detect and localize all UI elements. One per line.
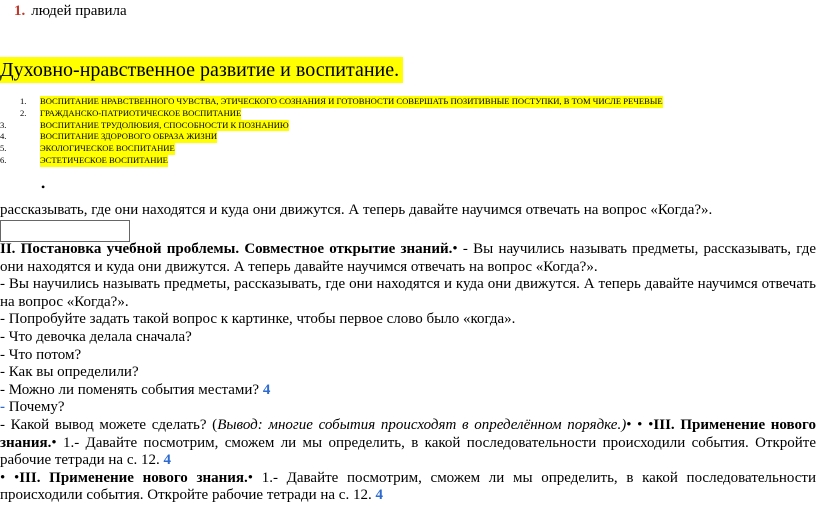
slide-number: 4: [163, 452, 171, 469]
list-number: 2.: [20, 107, 27, 118]
paragraph-text: - Можно ли поменять события местами?: [0, 381, 263, 398]
top-list-text: людей правила: [31, 3, 127, 19]
bullet-dot: •: [648, 416, 654, 433]
top-list-number: 1.: [14, 3, 26, 19]
paragraph: [0, 417, 816, 470]
paragraph: - Попробуйте задать такой вопрос к картинке, чтобы первое слово было «когда».: [0, 311, 516, 328]
list-text: ГРАЖДАНСКО-ПАТРИОТИЧЕСКОЕ ВОСПИТАНИЕ: [40, 107, 242, 118]
paragraph-text: Почему?: [5, 399, 65, 416]
slide-number: 4: [375, 487, 383, 504]
paragraph: [0, 399, 816, 417]
list-number: 3.: [0, 119, 7, 130]
paragraph: [0, 382, 816, 400]
paragraph-text: 1.- Давайте посмотрим, сможем ли мы определить, в какой последовательности происходили события. Откройте рабочие тетради на с. 12.: [0, 434, 816, 469]
list-number: 1.: [20, 96, 27, 106]
bullet-dot: •: [0, 469, 6, 486]
paragraph: - Вы научились называть предметы, рассказывать, где они находятся и куда они движутся. А теперь давайте научимся отвечать на вопрос «Когда?».: [0, 276, 816, 310]
paragraph-text: - Вы научились называть предметы, рассказывать, где они находятся и куда они движутся. А теперь давайте научимся отвечать на вопрос «Когда?».: [0, 241, 816, 275]
list-number: 4.: [0, 131, 7, 142]
intro-line: рассказывать, где они находятся и куда они движутся. А теперь давайте научимся отвечать на вопрос «Когда?».: [0, 202, 713, 218]
paragraph-text: 1.- Давайте посмотрим, сможем ли мы определить, в какой последовательности происходили события. Откройте рабочие тетради на с. 12.: [0, 469, 816, 504]
section-title: III. Применение нового знания.: [0, 416, 816, 451]
list-text: ВОСПИТАНИЕ ТРУДОЛЮБИЯ, СПОСОБНОСТИ К ПОЗНАНИЮ: [40, 119, 289, 130]
bullet-dot: •: [13, 469, 20, 486]
paragraph-text: - Какой вывод можете сделать? (: [0, 416, 218, 433]
list-text: ВОСПИТАНИЕ НРАВСТВЕННОГО ЧУВСТВА, ЭТИЧЕСКОГО СОЗНАНИЯ И ГОТОВНОСТИ СОВЕРШАТЬ ПОЗИТИВНЫЕ ПОСТУПКИ, В ТОМ ЧИСЛЕ РЕЧЕВЫЕ: [40, 96, 663, 106]
bullet-dot: •: [626, 416, 632, 433]
bullet-dot: •: [637, 416, 643, 433]
paragraph: - Что потом?: [0, 346, 82, 363]
bullet-dot: •: [51, 434, 57, 451]
dash: -: [0, 399, 5, 416]
top-list-item: [14, 0, 127, 22]
paragraph: [0, 241, 816, 276]
lesson-body: [0, 241, 816, 505]
list-number: 5.: [0, 143, 7, 154]
bullet-dot: •: [452, 241, 458, 257]
slide-number: 4: [262, 381, 271, 398]
list-text: ЭКОЛОГИЧЕСКОЕ ВОСПИТАНИЕ: [40, 143, 175, 154]
paragraph: [0, 470, 816, 505]
conclusion-text: Вывод: многие события происходят в определённом порядке.): [217, 416, 627, 433]
bullet-dot: •: [41, 180, 46, 194]
list-text: ЭСТЕТИЧЕСКОЕ ВОСПИТАНИЕ: [40, 154, 168, 165]
list-text: ВОСПИТАНИЕ ЗДОРОВОГО ОБРАЗА ЖИЗНИ: [40, 131, 218, 142]
section-title: II. Постановка учебной проблемы. Совместное открытие знаний.: [0, 241, 453, 257]
list-number: 6.: [0, 154, 7, 165]
paragraph: - Что девочка делала сначала?: [0, 328, 192, 345]
bullet-dot: •: [247, 469, 254, 486]
section-heading: Духовно-нравственное развитие и воспитание.: [0, 57, 403, 83]
empty-frame: [0, 220, 130, 242]
paragraph: - Как вы определили?: [0, 364, 139, 381]
section-title: III. Применение нового знания.: [19, 469, 248, 486]
